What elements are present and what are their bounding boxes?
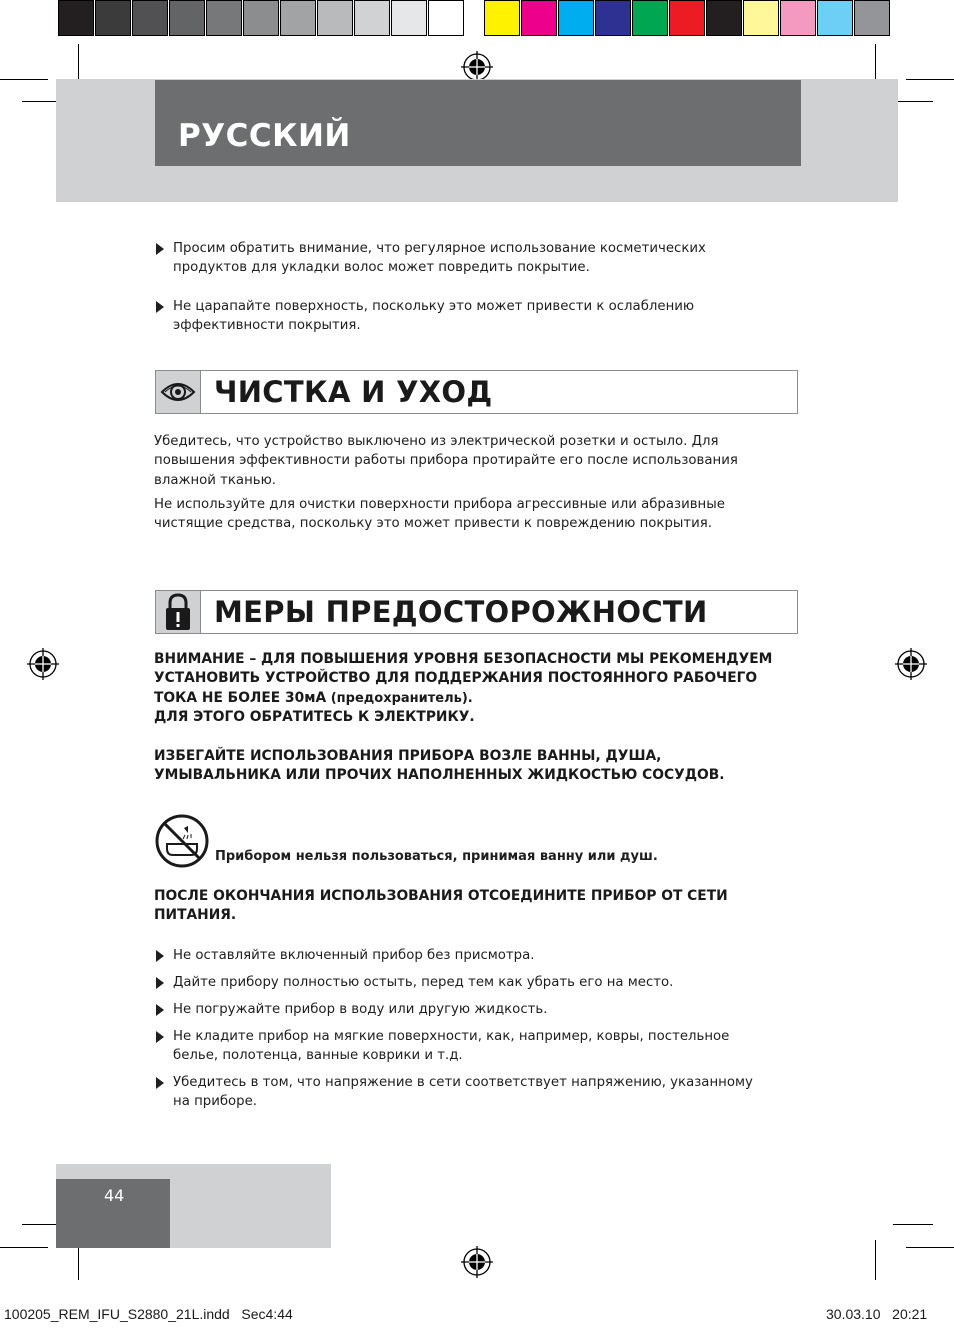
- crop-mark: [893, 1224, 933, 1225]
- cleaning-paragraph-2: Не используйте для очистки поверхности прибора агрессивные или абразивные чистящие средства, поскольку это может привести к повреждению покрытия.: [154, 497, 725, 532]
- list-item: [154, 297, 773, 336]
- warning-rcd-end: ДЛЯ ЭТОГО ОБРАТИТЕСЬ К ЭЛЕКТРИКУ.: [154, 709, 475, 726]
- list-item: [154, 946, 773, 965]
- color-swatch: [280, 0, 316, 36]
- color-swatch: [521, 0, 557, 36]
- color-swatch: [706, 0, 742, 36]
- bullet-text: Убедитесь в том, что напряжение в сети соответствует напряжению, указанному на приборе.: [173, 1075, 753, 1110]
- color-swatch: [354, 0, 390, 36]
- bullet-arrow-icon: [156, 950, 164, 962]
- bath-caption: Прибором нельзя пользоваться, принимая ванну или душ.: [215, 849, 658, 864]
- bullet-text: Не погружайте прибор в воду или другую жидкость.: [173, 1002, 548, 1017]
- color-swatch: [632, 0, 668, 36]
- section-icon-box: [156, 371, 201, 413]
- warning-water: ИЗБЕГАЙТЕ ИСПОЛЬЗОВАНИЯ ПРИБОРА ВОЗЛЕ ВАННЫ, ДУША, УМЫВАЛЬНИКА ИЛИ ПРОЧИХ НАПОЛНЕННЫХ ЖИДКОСТЬЮ СОСУДОВ.: [154, 748, 725, 784]
- crop-mark: [906, 1247, 954, 1248]
- color-swatch: [132, 0, 168, 36]
- color-swatch: [484, 0, 520, 36]
- section-title: МЕРЫ ПРЕДОСТОРОЖНОСТИ: [214, 595, 708, 629]
- color-swatch: [317, 0, 353, 36]
- bullet-text: Не царапайте поверхность, поскольку это может привести к ослаблению эффективности покрытия.: [173, 299, 695, 334]
- crop-mark: [893, 101, 933, 102]
- bullet-arrow-icon: [156, 1004, 164, 1016]
- bullet-text: Не оставляйте включенный прибор без присмотра.: [173, 948, 535, 963]
- warning-unplug: ПОСЛЕ ОКОНЧАНИЯ ИСПОЛЬЗОВАНИЯ ОТСОЕДИНИТЕ ПРИБОР ОТ СЕТИ ПИТАНИЯ.: [154, 888, 728, 924]
- crop-mark: [906, 79, 954, 80]
- color-swatch: [743, 0, 779, 36]
- color-swatch: [595, 0, 631, 36]
- crop-mark: [875, 1240, 876, 1280]
- list-item: [154, 239, 773, 278]
- bullet-text: Просим обратить внимание, что регулярное использование косметических продуктов для укладки волос может повредить покрытие.: [173, 241, 706, 276]
- color-swatch: [95, 0, 131, 36]
- bullet-arrow-icon: [156, 243, 164, 255]
- section-icon-box: [156, 591, 201, 633]
- warning-rcd-text: ВНИМАНИЕ – ДЛЯ ПОВЫШЕНИЯ УРОВНЯ БЕЗОПАСНОСТИ МЫ РЕКОМЕНДУЕМ УСТАНОВИТЬ УСТРОЙСТВО ДЛЯ ПОДДЕРЖАНИЯ ПОСТОЯННОГО РАБОЧЕГО ТОКА НЕ БОЛЕЕ 30мА: [154, 651, 773, 706]
- process-color-bar: [484, 0, 891, 38]
- color-swatch: [558, 0, 594, 36]
- bullet-arrow-icon: [156, 1031, 164, 1043]
- color-swatch: [780, 0, 816, 36]
- list-item: [154, 1000, 773, 1019]
- padlock-warning-icon: [156, 591, 200, 633]
- grayscale-color-bar: [58, 0, 465, 38]
- slug-filename: 100205_REM_IFU_S2880_21L.indd Sec4:44: [4, 1306, 293, 1322]
- registration-mark-icon: [461, 1246, 493, 1278]
- bullet-arrow-icon: [156, 977, 164, 989]
- section-header-safety: [155, 590, 798, 634]
- crop-mark: [0, 1247, 48, 1248]
- warning-rcd-paren: (предохранитель).: [326, 690, 473, 706]
- color-swatch: [428, 0, 464, 36]
- color-swatch: [169, 0, 205, 36]
- bullet-arrow-icon: [156, 1077, 164, 1089]
- crop-mark: [0, 79, 48, 80]
- color-swatch: [854, 0, 890, 36]
- color-swatch: [391, 0, 427, 36]
- slug-datetime: 30.03.10 20:21: [826, 1306, 928, 1322]
- bullet-arrow-icon: [156, 301, 164, 313]
- color-swatch: [206, 0, 242, 36]
- registration-mark-icon: [27, 648, 59, 680]
- bullet-text: Не кладите прибор на мягкие поверхности, как, например, ковры, постельное белье, полотенца, ванные коврики и т.д.: [173, 1029, 730, 1064]
- list-item: [154, 973, 773, 992]
- eye-icon: [156, 371, 200, 413]
- no-bath-icon: [154, 813, 210, 869]
- list-item: [154, 1073, 773, 1112]
- page-title: РУССКИЙ: [178, 118, 351, 154]
- color-swatch: [669, 0, 705, 36]
- color-swatch: [817, 0, 853, 36]
- page-number: 44: [104, 1186, 125, 1205]
- color-swatch: [58, 0, 94, 36]
- section-title: ЧИСТКА И УХОД: [214, 375, 493, 409]
- list-item: [154, 1027, 773, 1066]
- color-swatch: [243, 0, 279, 36]
- section-header-cleaning: [155, 370, 798, 414]
- cleaning-paragraph-1: Убедитесь, что устройство выключено из электрической розетки и остыло. Для повышения эффективности работы прибора протирайте его после использования влажной тканью.: [154, 434, 738, 488]
- bullet-text: Дайте прибору полностью остыть, перед тем как убрать его на место.: [173, 975, 674, 990]
- registration-mark-icon: [895, 648, 927, 680]
- warning-rcd: [154, 650, 774, 728]
